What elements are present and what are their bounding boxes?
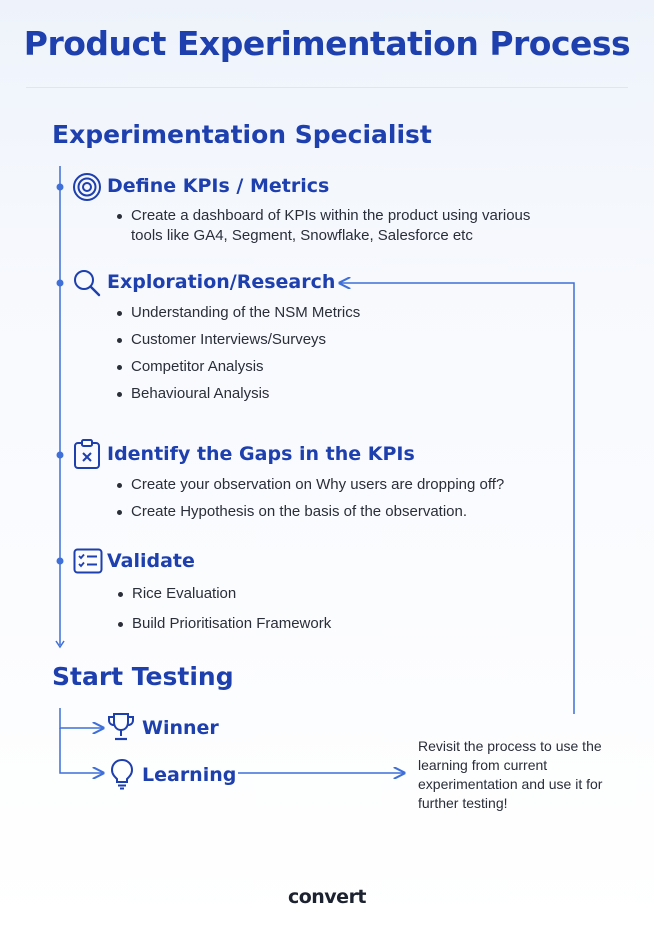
revisit-note: Revisit the process to use the learning from current experimentation and use it for further testing! [418, 738, 603, 811]
winner-label: Winner [142, 717, 219, 739]
bullet-item: Rice Evaluation [116, 584, 536, 604]
timeline-dot-2 [57, 280, 64, 287]
bullet-item: Build Prioritisation Framework [116, 614, 536, 634]
learning-label: Learning [142, 764, 237, 786]
target-icon [72, 172, 102, 202]
step-validate-title: Validate [107, 550, 195, 572]
lightbulb-icon [109, 758, 135, 790]
bullet-item: Create your observation on Why users are dropping off? [115, 475, 575, 495]
start-testing-heading: Start Testing [52, 662, 234, 691]
step-exploration-title: Exploration/Research [107, 271, 336, 293]
checklist-icon [73, 548, 103, 574]
bullet-item: Create Hypothesis on the basis of the observation. [115, 502, 575, 522]
magnifier-icon [72, 268, 102, 298]
branch-learning-line [60, 728, 103, 773]
convert-logo: convert [287, 886, 367, 908]
bullet-item: Create a dashboard of KPIs within the product using various tools like GA4, Segment, Snowflake, Salesforce etc [115, 206, 555, 246]
bullet-item: Competitor Analysis [115, 357, 535, 377]
page-title: Product Experimentation Process [23, 24, 631, 63]
step-identify-gaps-title: Identify the Gaps in the KPIs [107, 443, 415, 465]
bullet-item: Customer Interviews/Surveys [115, 330, 535, 350]
timeline-dot-4 [57, 558, 64, 565]
step-identify-gaps-bullets [115, 475, 575, 522]
timeline-dot-1 [57, 184, 64, 191]
bullet-item: Behavioural Analysis [115, 384, 535, 404]
clipboard-x-icon [73, 438, 101, 470]
timeline-dot-3 [57, 452, 64, 459]
step-exploration-bullets [115, 303, 535, 404]
step-define-kpis-title: Define KPIs / Metrics [107, 175, 330, 197]
specialist-heading: Experimentation Specialist [52, 120, 432, 149]
bullet-item: Understanding of the NSM Metrics [115, 303, 535, 323]
step-define-kpis-bullets [115, 206, 555, 246]
step-validate-bullets [116, 584, 536, 634]
trophy-icon [107, 712, 135, 742]
branch-winner-line [60, 708, 103, 728]
